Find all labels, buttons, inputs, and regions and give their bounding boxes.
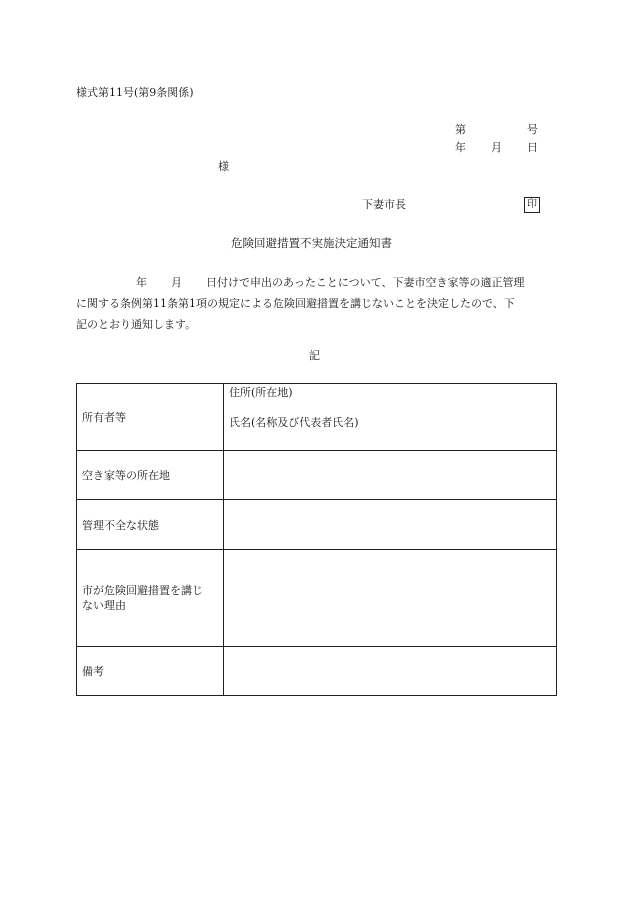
doc-number-dai: 第	[455, 123, 466, 136]
form-number: 様式第11号(第9条関係)	[76, 86, 194, 99]
table-row-remarks	[77, 647, 557, 696]
reason-label-cell	[77, 550, 224, 647]
date-year: 年	[455, 141, 466, 154]
document-title: 危険回避措置不実施決定通知書	[231, 236, 392, 250]
seal-mark: 印	[524, 197, 540, 213]
reason-label-line-1: 市が危険回避措置を講じ	[82, 584, 203, 597]
condition-label-cell	[77, 500, 224, 550]
body-text-line-3: 記のとおり通知します。	[76, 318, 197, 331]
ki-heading: 記	[309, 349, 320, 362]
owner-address-label: 住所(所在地)	[229, 386, 293, 399]
issuer-name: 下妻市長	[362, 198, 406, 211]
condition-value-cell	[224, 500, 557, 550]
body-text-line-1: 日付けで申出のあったことについて、下妻市空き家等の適正管理	[206, 276, 525, 289]
reason-label-line-2: ない理由	[82, 599, 126, 612]
body-paragraph	[76, 272, 556, 335]
location-label: 空き家等の所在地	[82, 469, 170, 482]
body-month: 月	[171, 276, 182, 289]
owner-name-label: 氏名(名称及び代表者氏名)	[229, 416, 359, 429]
remarks-value-cell	[224, 647, 557, 696]
remarks-label-cell	[77, 647, 224, 696]
date-day: 日	[527, 141, 538, 154]
condition-label: 管理不全な状態	[82, 518, 159, 532]
table-row-condition	[77, 500, 557, 550]
table-row-location	[77, 451, 557, 500]
remarks-label: 備考	[82, 665, 104, 678]
doc-number-go: 号	[527, 123, 538, 136]
details-table	[76, 383, 557, 696]
date-month: 月	[491, 141, 502, 154]
reason-value-cell	[224, 550, 557, 647]
owner-value-cell	[224, 384, 557, 451]
table-row-owner	[77, 384, 557, 451]
body-line-1	[76, 272, 556, 293]
location-value-cell	[224, 451, 557, 500]
table-row-reason	[77, 550, 557, 647]
addressee-suffix: 様	[218, 160, 229, 173]
owner-label-cell	[77, 384, 224, 451]
body-year: 年	[136, 276, 147, 289]
owner-label: 所有者等	[82, 411, 126, 424]
location-label-cell	[77, 451, 224, 500]
body-text-line-2: に関する条例第11条第1項の規定による危険回避措置を講じないことを決定したので、下	[76, 297, 515, 310]
